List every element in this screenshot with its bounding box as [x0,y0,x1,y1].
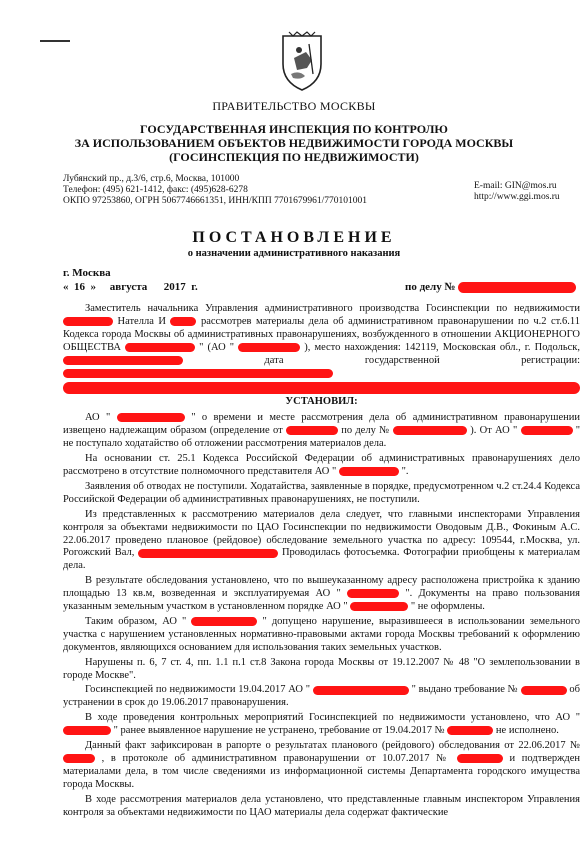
text: " выдано требование № [411,684,518,696]
text: В результате обследования установлено, что по вышеуказанному адресу расположена пристройка к зданию площадью 13 кв.м, возведенная и эксплуатируемая АО " [63,575,580,600]
redaction [138,549,278,558]
phone: Телефон: (495) 621-1412, факс: (495)628-6278 [63,185,248,195]
redaction [313,686,409,695]
paragraph [63,453,580,479]
redaction [191,617,257,626]
text: Проводилась фотосъемка. Фотографии приобщены к материалам дела. [63,547,580,572]
paragraph [63,303,580,380]
city: г. Москва [63,267,111,279]
redaction [63,317,113,326]
paragraph [63,412,580,451]
redaction [117,413,185,422]
text: " (АО " [199,341,235,353]
text: по делу № [341,425,390,437]
document-title: ПОСТАНОВЛЕНИЕ [192,229,396,246]
redaction [347,589,399,598]
government-title: ПРАВИТЕЛЬСТВО МОСКВЫ [212,99,376,113]
online-contacts [474,181,560,203]
text: АО " [85,412,111,424]
text: В ходе проведения контрольных мероприятий Госинспекцией по недвижимости установлено, что АО " [85,712,580,724]
redaction [63,369,333,378]
inspection-name [0,122,588,164]
redaction [521,686,567,695]
redaction [521,426,573,435]
website: http://www.ggi.mos.ru [474,192,560,202]
document-subtitle: о назначении административного наказания [187,248,401,259]
text: На основании ст. 25.1 Кодекса Российской Федерации об административных правонарушениях дело рассмотрено в отсутствие полномочного представителя АО " [63,453,580,477]
text: Из представленных к рассмотрению материалов дела следует, что главными инспекторами Управления контроля за объектами недвижимости по ЦАО Госинспекции по недвижимости Оводовым Д.В., Фокиным А.С. 22.06.2017 проведено плановое (рейдовое) обследование земельного участка по адресу: 109544, г.Москва, ул. Рогожский Вал, [63,508,580,559]
document-body [63,303,580,822]
address: Лубянский пр., д.3/6, стр.6, Москва, 101000 [63,174,240,184]
text: " допущено нарушение, выразившееся в использовании земельного участка с нарушением установленных нормативно-правовыми актами города Москвы требований к оформлению документов, являющихся основанием для использования таких земельных участков. [63,615,581,653]
moscow-coat-of-arms-icon [279,30,325,92]
text: " о времени и месте рассмотрения дела об административном правонарушении извещено надлежащим образом (определение от [63,412,581,437]
inspection-line-3: (ГОСИНСПЕКЦИЯ ПО НЕДВИЖИМОСТИ) [169,150,419,164]
text: " ранее выявленное нарушение не устранено, требование от 19.04.2017 № [113,725,445,737]
paragraph [63,575,580,614]
inspection-line-2: ЗА ИСПОЛЬЗОВАНИЕМ ОБЪЕКТОВ НЕДВИЖИМОСТИ ГОРОДА МОСКВЫ [74,136,514,150]
paragraph [63,684,580,710]
redaction [238,343,300,352]
case-label: по делу № [405,281,456,293]
redaction [458,282,576,293]
redaction [350,602,408,611]
text: и подтвержден материалами дела, в том числе сведениями из информационной системы Департамента городского имущества города Москвы. [63,753,580,790]
section-heading: УСТАНОВИЛ: [285,396,358,408]
margin-mark [40,40,70,42]
document-date: « 16 » августа 2017 г. [63,281,198,293]
text: Данный факт зафиксирован в рапорте о результатах планового (рейдового) обследования от 22.06.2017 № [85,740,580,752]
text: Заместитель начальника Управления административного производства Госинспекции по недвижимости [85,303,580,314]
redaction [170,317,196,326]
paragraph: В ходе рассмотрения материалов дела установлено, что представленные главным инспектором Управления контроля за объектами недвижимости по ЦАО материалы дела содержат фактические [63,793,580,818]
redaction [286,426,338,435]
case-number [405,281,576,293]
text: Госинспекцией по недвижимости 19.04.2017 АО " [85,684,311,696]
text: , в протоколе об административном правонарушении от 10.07.2017 № [101,753,451,764]
redaction [63,726,111,735]
text: ), место нахождения: 142119, Московская обл., г. Подольск, [304,341,581,353]
contact-block [63,174,367,207]
text: " не оформлены. [410,601,485,613]
text: Нателла И [117,315,166,327]
paragraph [63,740,580,792]
text: не исполнено. [495,725,559,737]
text: " не поступало ходатайство об отложении рассмотрения материалов дела. [63,425,581,450]
paragraph [63,712,580,738]
text: ". [401,465,409,477]
redaction [457,754,503,763]
paragraph: Нарушены п. 6, 7 ст. 4, пп. 1.1 п.1 ст.8 Закона города Москвы от 19.12.2007 № 48 "О землепользовании в городе Москве". [63,656,580,681]
text: ). От АО " [470,425,518,437]
text: Таким образом, АО " [85,615,187,627]
paragraph [63,509,580,574]
paragraph: Заявления об отводах не поступили. Ходатайства, заявленные в порядке, предусмотренном ч.2 ст.24.4 Кодекса Российской Федерации об административных правонарушениях, не поступили. [63,480,580,505]
redaction [63,356,183,365]
email: E-mail: GIN@mos.ru [474,181,557,191]
text: рассмотрев материалы дела об административном правонарушении по ч.2 ст.6.11 Кодекса города Москвы об административных правонарушениях, возбужденного в отношении АКЦИОНЕРНОГО ОБЩЕСТВА [63,315,581,353]
paragraph [63,616,580,655]
redaction [63,754,95,763]
registration-codes: ОКПО 97253860, ОГРН 5067746661351, ИНН/КПП 7701679961/770101001 [63,196,367,206]
text: дата государственной регистрации: [264,354,581,366]
inspection-line-1: ГОСУДАРСТВЕННАЯ ИНСПЕКЦИЯ ПО КОНТРОЛЮ [140,122,448,136]
text: ". Документы на право пользования указанным земельным участком в установленном порядке АО " [63,588,580,613]
text: об устранении в срок до 19.06.2017 правонарушения. [63,684,581,709]
redaction [125,343,195,352]
redaction [63,382,580,394]
redaction [393,426,467,435]
redaction [447,726,493,735]
redaction [339,467,399,476]
